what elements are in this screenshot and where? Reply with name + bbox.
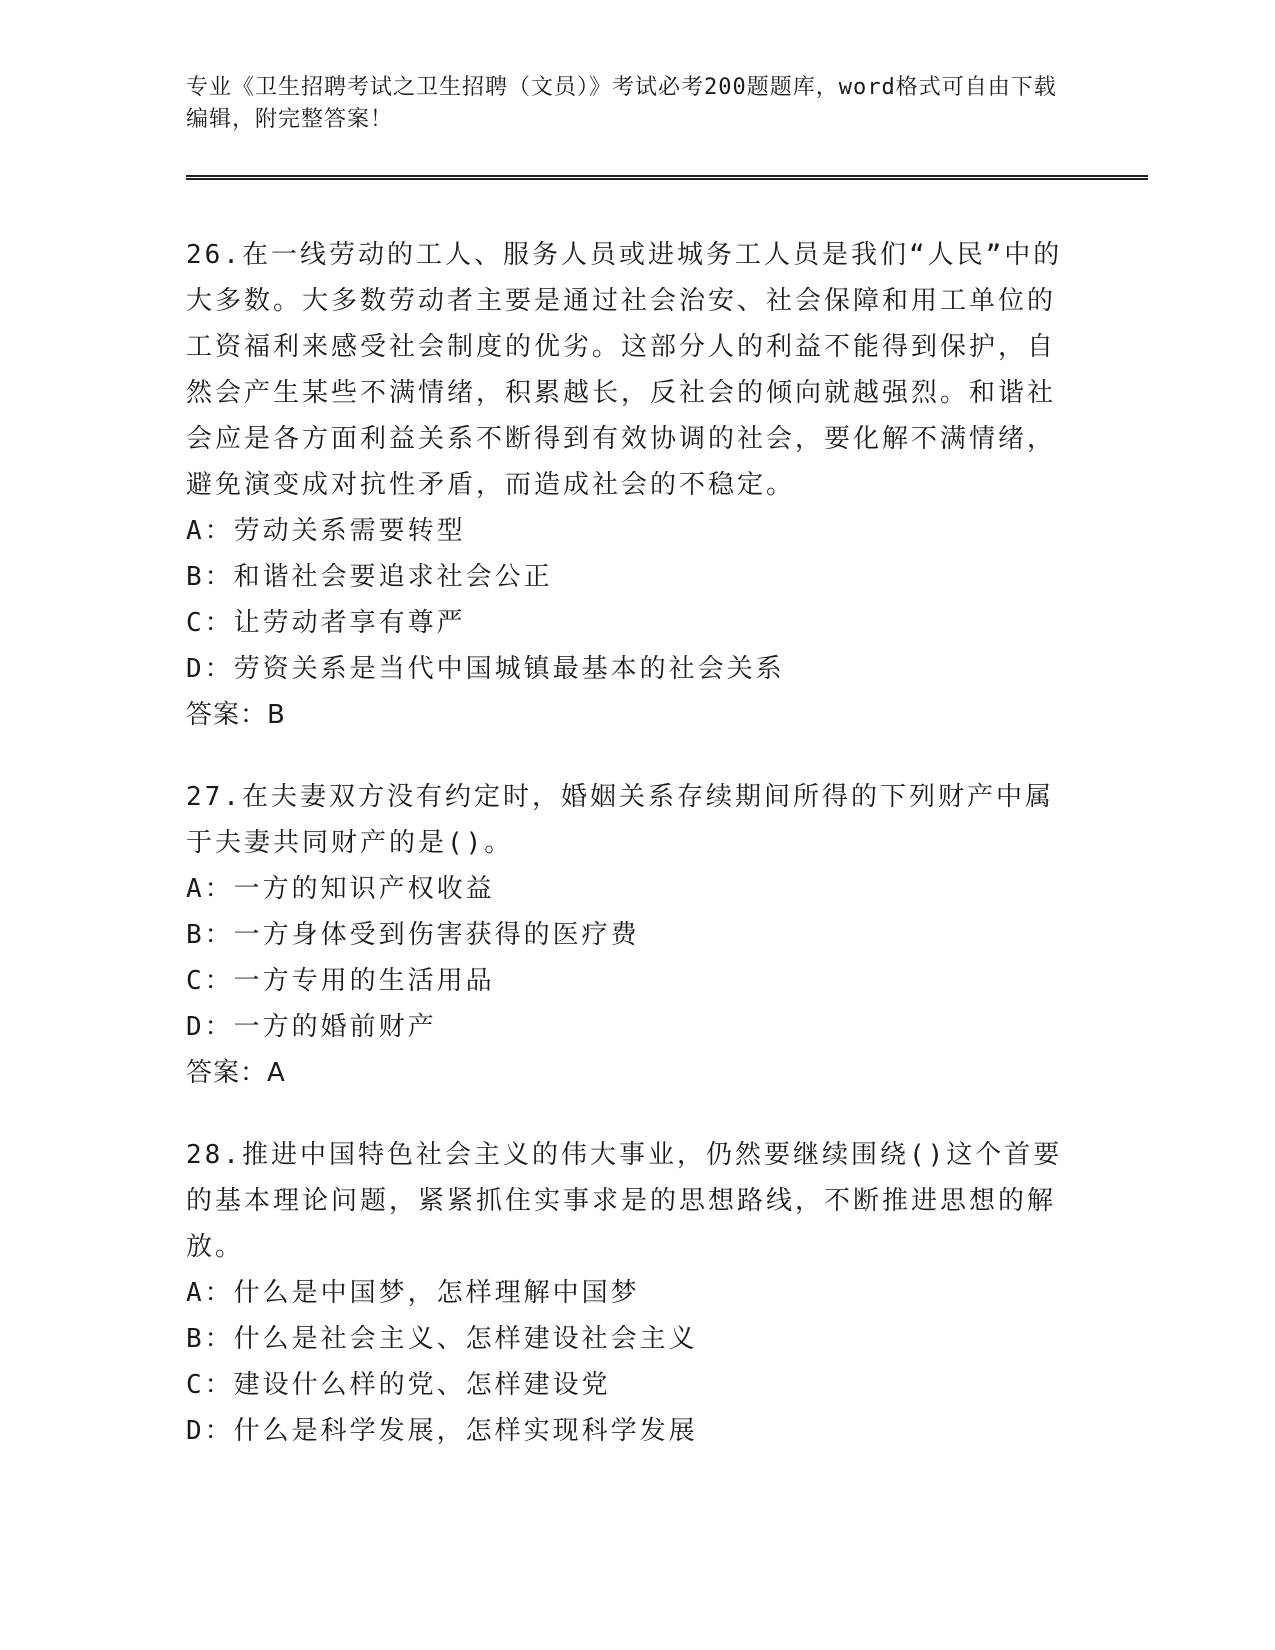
option-c: C：让劳动者享有尊严 xyxy=(186,608,466,638)
header-divider xyxy=(186,175,1148,180)
option-c: C：建设什么样的党、怎样建设党 xyxy=(186,1370,611,1400)
question-26 xyxy=(186,232,1066,738)
option-a: A：一方的知识产权收益 xyxy=(186,874,495,904)
question-text: 26.在一线劳动的工人、服务人员或进城务工人员是我们“人民”中的大多数。大多数劳动者主要是通过社会治安、社会保障和用工单位的工资福利来感受社会制度的优劣。这部分人的利益不能得到保护，自然会产生某些不满情绪，积累越长，反社会的倾向就越强烈。和谐社会应是各方面利益关系不断得到有效协调的社会，要化解不满情绪，避免演变成对抗性矛盾，而造成社会的不稳定。 xyxy=(186,240,1063,500)
option-c: C：一方专用的生活用品 xyxy=(186,966,495,996)
option-d: D：劳资关系是当代中国城镇最基本的社会关系 xyxy=(186,654,785,684)
option-b: B：一方身体受到伤害获得的医疗费 xyxy=(186,920,640,950)
question-text: 27.在夫妻双方没有约定时，婚姻关系存续期间所得的下列财产中属于夫妻共同财产的是()。 xyxy=(186,782,1054,858)
question-text: 28.推进中国特色社会主义的伟大事业，仍然要继续围绕()这个首要的基本理论问题，紧紧抓住实事求是的思想路线，不断推进思想的解放。 xyxy=(186,1140,1063,1262)
option-b: B：和谐社会要追求社会公正 xyxy=(186,562,553,592)
question-list xyxy=(186,232,1066,1490)
option-a: A：什么是中国梦，怎样理解中国梦 xyxy=(186,1278,640,1308)
answer: 答案：A xyxy=(186,1058,286,1088)
option-d: D：什么是科学发展，怎样实现科学发展 xyxy=(186,1416,698,1446)
option-d: D：一方的婚前财产 xyxy=(186,1012,437,1042)
answer: 答案：B xyxy=(186,700,286,730)
document-header: 专业《卫生招聘考试之卫生招聘（文员）》考试必考200题题库，word格式可自由下载编辑，附完整答案！ xyxy=(186,75,1057,132)
question-27 xyxy=(186,774,1066,1096)
question-28 xyxy=(186,1132,1066,1454)
option-b: B：什么是社会主义、怎样建设社会主义 xyxy=(186,1324,698,1354)
option-a: A：劳动关系需要转型 xyxy=(186,516,466,546)
